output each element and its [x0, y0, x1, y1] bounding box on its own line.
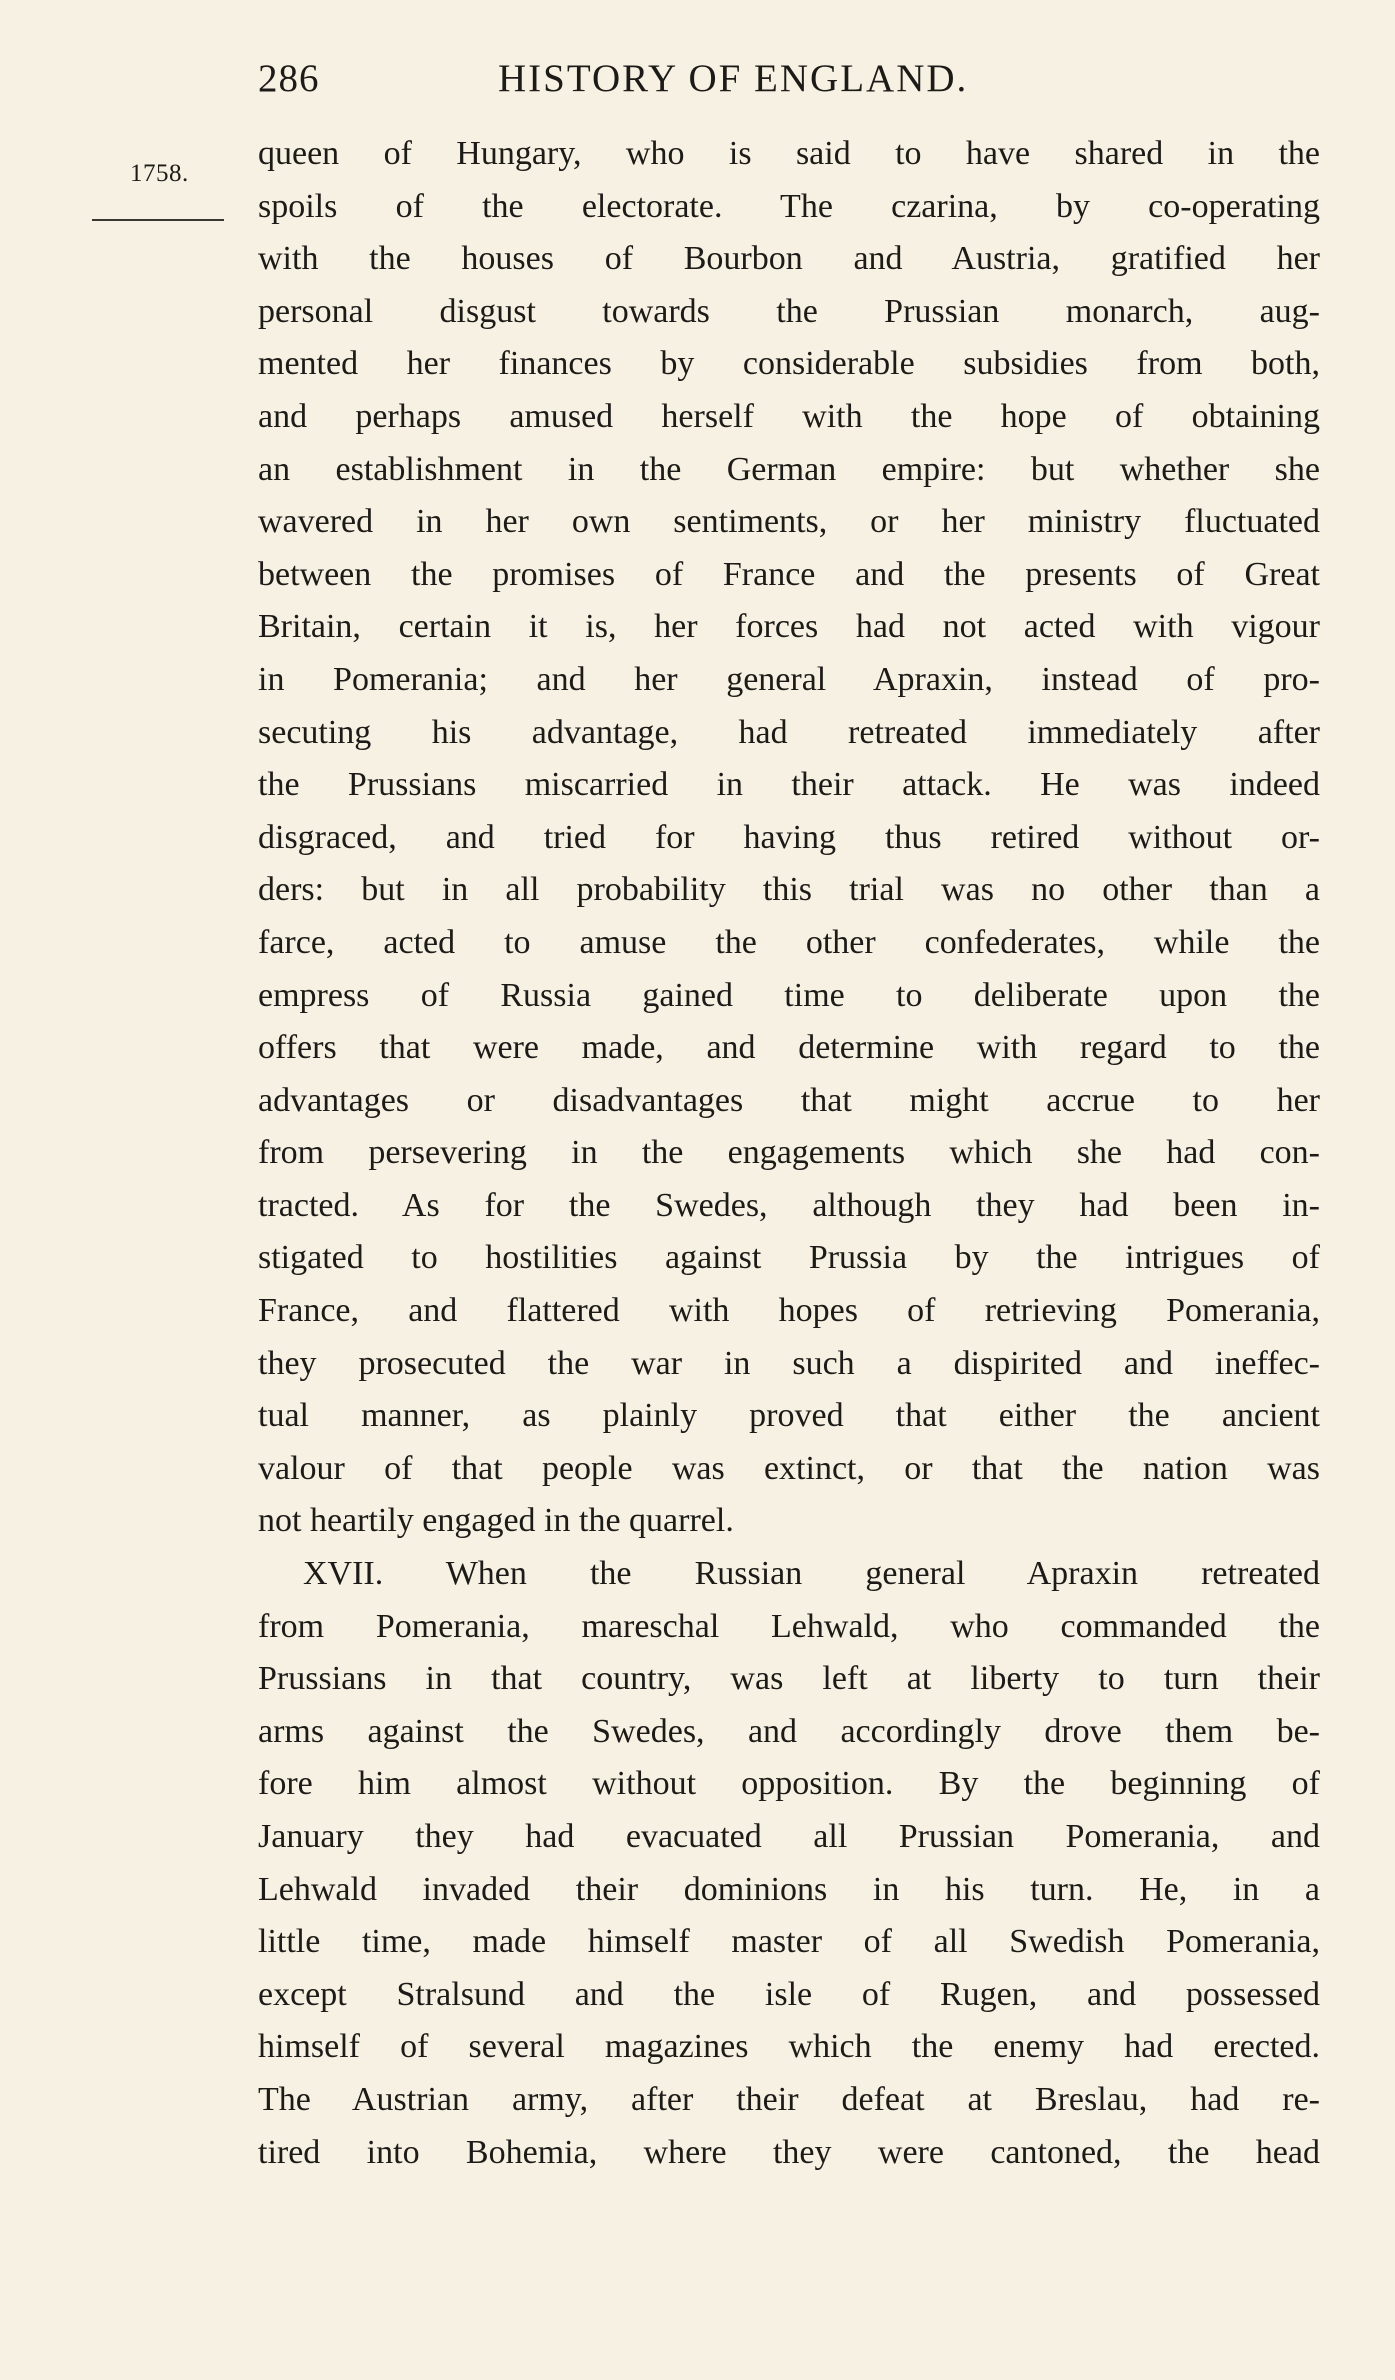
text-line: between the promises of France and the presents of Great [258, 555, 1320, 593]
text-line: wavered in her own sentiments, or her ministry fluctuated [258, 503, 1320, 541]
text-line: disgraced, and tried for having thus retired without or- [258, 818, 1320, 856]
page-header [258, 56, 1088, 116]
text-line: farce, acted to amuse the other confederates, while the [258, 923, 1320, 961]
text-line: the Prussians miscarried in their attack. He was indeed [258, 766, 1320, 804]
text-line: Lehwald invaded their dominions in his turn. He, in a [258, 1870, 1320, 1908]
text-line: personal disgust towards the Prussian monarch, aug- [258, 292, 1320, 330]
text-line: spoils of the electorate. The czarina, by co-operating [258, 187, 1320, 225]
text-line: stigated to hostilities against Prussia by the intrigues of [258, 1239, 1320, 1277]
text-line: and perhaps amused herself with the hope of obtaining [258, 397, 1320, 435]
text-line: arms against the Swedes, and accordingly drove them be- [258, 1712, 1320, 1750]
text-line: in Pomerania; and her general Apraxin, instead of pro- [258, 660, 1320, 698]
body-text [258, 128, 1320, 2179]
text-line: ders: but in all probability this trial was no other than a [258, 871, 1320, 909]
text-line: offers that were made, and determine with regard to the [258, 1029, 1320, 1067]
text-line: with the houses of Bourbon and Austria, gratified her [258, 240, 1320, 278]
text-line: France, and flattered with hopes of retrieving Pomerania, [258, 1292, 1320, 1330]
text-line: little time, made himself master of all Swedish Pomerania, [258, 1923, 1320, 1961]
text-line: except Stralsund and the isle of Rugen, and possessed [258, 1975, 1320, 2013]
text-line: an establishment in the German empire: but whether she [258, 450, 1320, 488]
text-line: The Austrian army, after their defeat at Breslau, had re- [258, 2080, 1320, 2118]
margin-rule [92, 219, 224, 221]
running-title: HISTORY OF ENGLAND. [498, 57, 969, 100]
text-line: valour of that people was extinct, or that the nation was [258, 1449, 1320, 1487]
text-line: from persevering in the engagements which she had con- [258, 1134, 1320, 1172]
text-line: himself of several magazines which the enemy had erected. [258, 2028, 1320, 2066]
text-line: tired into Bohemia, where they were cantoned, the head [258, 2133, 1320, 2171]
text-line: fore him almost without opposition. By the beginning of [258, 1765, 1320, 1803]
text-line: advantages or disadvantages that might accrue to her [258, 1081, 1320, 1119]
text-line: tracted. As for the Swedes, although they had been in- [258, 1186, 1320, 1224]
section-start-line: XVII. When the Russian general Apraxin retreated [303, 1555, 1320, 1593]
margin-year: 1758. [130, 160, 189, 187]
text-line: Prussians in that country, was left at liberty to turn their [258, 1660, 1320, 1698]
text-line: empress of Russia gained time to deliberate upon the [258, 976, 1320, 1014]
text-line: mented her finances by considerable subsidies from both, [258, 345, 1320, 383]
text-line: not heartily engaged in the quarrel. [258, 1502, 734, 1540]
page-number: 286 [258, 57, 320, 100]
text-line: from Pomerania, mareschal Lehwald, who commanded the [258, 1607, 1320, 1645]
text-line: they prosecuted the war in such a dispirited and ineffec- [258, 1344, 1320, 1382]
text-line: queen of Hungary, who is said to have shared in the [258, 135, 1320, 172]
text-line: January they had evacuated all Prussian Pomerania, and [258, 1818, 1320, 1855]
text-line: Britain, certain it is, her forces had not acted with vigour [258, 608, 1320, 646]
text-line: tual manner, as plainly proved that either the ancient [258, 1397, 1320, 1435]
text-line: secuting his advantage, had retreated immediately after [258, 713, 1320, 751]
